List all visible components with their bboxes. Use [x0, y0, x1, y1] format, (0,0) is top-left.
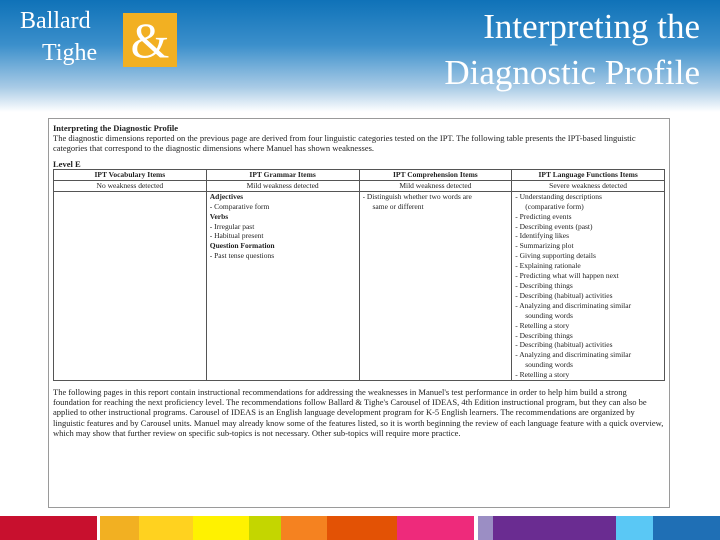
comprehension-items-cell [359, 191, 512, 380]
list-item: - Retelling a story [515, 320, 570, 330]
report-heading: Interpreting the Diagnostic Profile [53, 123, 179, 133]
decorative-color-bar [0, 516, 720, 540]
slide-title-line-1: Interpreting the [483, 7, 700, 46]
slide-title [444, 4, 700, 96]
list-item: - Describing things [515, 280, 573, 290]
level-label: Level E [53, 159, 81, 169]
header-grammar: IPT Grammar Items [206, 170, 359, 181]
linguistic-categories-table [53, 169, 665, 381]
list-item: - Describing things [515, 330, 573, 340]
color-bar-segment [478, 516, 494, 540]
list-item: - Understanding descriptions [515, 191, 602, 201]
list-item: Verbs [209, 211, 229, 221]
logo-ampersand: & [123, 13, 177, 67]
color-bar-segment [249, 516, 281, 540]
list-item: - Predicting what will happen next [515, 271, 619, 281]
list-item: - Summarizing plot [515, 241, 574, 251]
list-item: sounding words [525, 310, 573, 320]
slide-header [0, 0, 720, 112]
ballard-tighe-logo [20, 8, 180, 72]
color-bar-segment [193, 516, 249, 540]
list-item: - Describing (habitual) activities [515, 340, 613, 350]
list-item: - Describing (habitual) activities [515, 290, 613, 300]
list-item: - Describing events (past) [515, 221, 593, 231]
color-bar-segment [327, 516, 397, 540]
list-item: (comparative form) [525, 201, 584, 211]
table-header-row [54, 170, 665, 181]
logo-word-tighe: Tighe [42, 40, 98, 66]
list-item: Adjectives [209, 191, 244, 201]
color-bar-segment [616, 516, 646, 540]
list-item: same or different [372, 201, 424, 211]
color-bar-segment [646, 516, 653, 540]
list-item: - Analyzing and discriminating similar [515, 350, 632, 360]
list-item: - Explaining rationale [515, 261, 581, 271]
list-item: - Retelling a story [515, 370, 570, 380]
color-bar-segment [100, 516, 139, 540]
report-excerpt [48, 118, 670, 508]
list-item: - Comparative form [209, 201, 270, 211]
slide-title-line-2: Diagnostic Profile [444, 53, 700, 92]
color-bar-segment [0, 516, 97, 540]
language-functions-items-cell [512, 191, 665, 380]
list-item: - Past tense questions [209, 251, 275, 261]
color-bar-segment [397, 516, 474, 540]
header-vocabulary: IPT Vocabulary Items [54, 170, 207, 181]
list-item: - Irregular past [209, 221, 255, 231]
color-bar-segment [139, 516, 193, 540]
grammar-items-cell [206, 191, 359, 380]
list-item: Question Formation [209, 241, 275, 251]
list-item: - Analyzing and discriminating similar [515, 300, 632, 310]
weakness-comprehension: Mild weakness detected [359, 180, 512, 191]
weakness-language-functions: Severe weakness detected [512, 180, 665, 191]
color-bar-segment [653, 516, 720, 540]
color-bar-segment [281, 516, 327, 540]
weakness-grammar: Mild weakness detected [206, 180, 359, 191]
list-item: - Habitual present [209, 231, 264, 241]
list-item: - Distinguish whether two words are [362, 191, 472, 201]
list-item: - Giving supporting details [515, 251, 596, 261]
report-intro: The diagnostic dimensions reported on the previous page are derived from four linguistic categories tested on the IPT. The following table presents the IPT-based linguistic categories that correspond to the diagnostic dimensions where Manuel has shown weaknesses. [53, 133, 636, 153]
table-weakness-row [54, 180, 665, 191]
color-bar-segment [493, 516, 616, 540]
report-footer-paragraph: The following pages in this report contain instructional recommendations for addressing the weaknesses in Manuel's test performance in order to help him build a strong foundation for reaching the next proficiency level. The recommendations follow Ballard & Tighe's Carousel of IDEAS, 4th Edition instructional program, but they can also be applied to other instructional programs. Carousel of IDEAS is an English language development program for K-5 English learners. The recommendations are organized by linguistic features and by Carousel units. Manuel may already know some of the features listed, so it is worth beginning the review of each language feature with a quick overview, which may show that further review on specific sub-topics is not necessary. Other sub-topics will require more practice. [53, 387, 664, 438]
header-language-functions: IPT Language Functions Items [512, 170, 665, 181]
weakness-vocabulary: No weakness detected [54, 180, 207, 191]
table-detail-row [54, 191, 665, 380]
list-item: - Predicting events [515, 211, 572, 221]
header-comprehension: IPT Comprehension Items [359, 170, 512, 181]
logo-word-ballard: Ballard [20, 8, 91, 34]
list-item: sounding words [525, 360, 573, 370]
list-item: - Identifying likes [515, 231, 569, 241]
vocabulary-items-cell [54, 191, 207, 380]
